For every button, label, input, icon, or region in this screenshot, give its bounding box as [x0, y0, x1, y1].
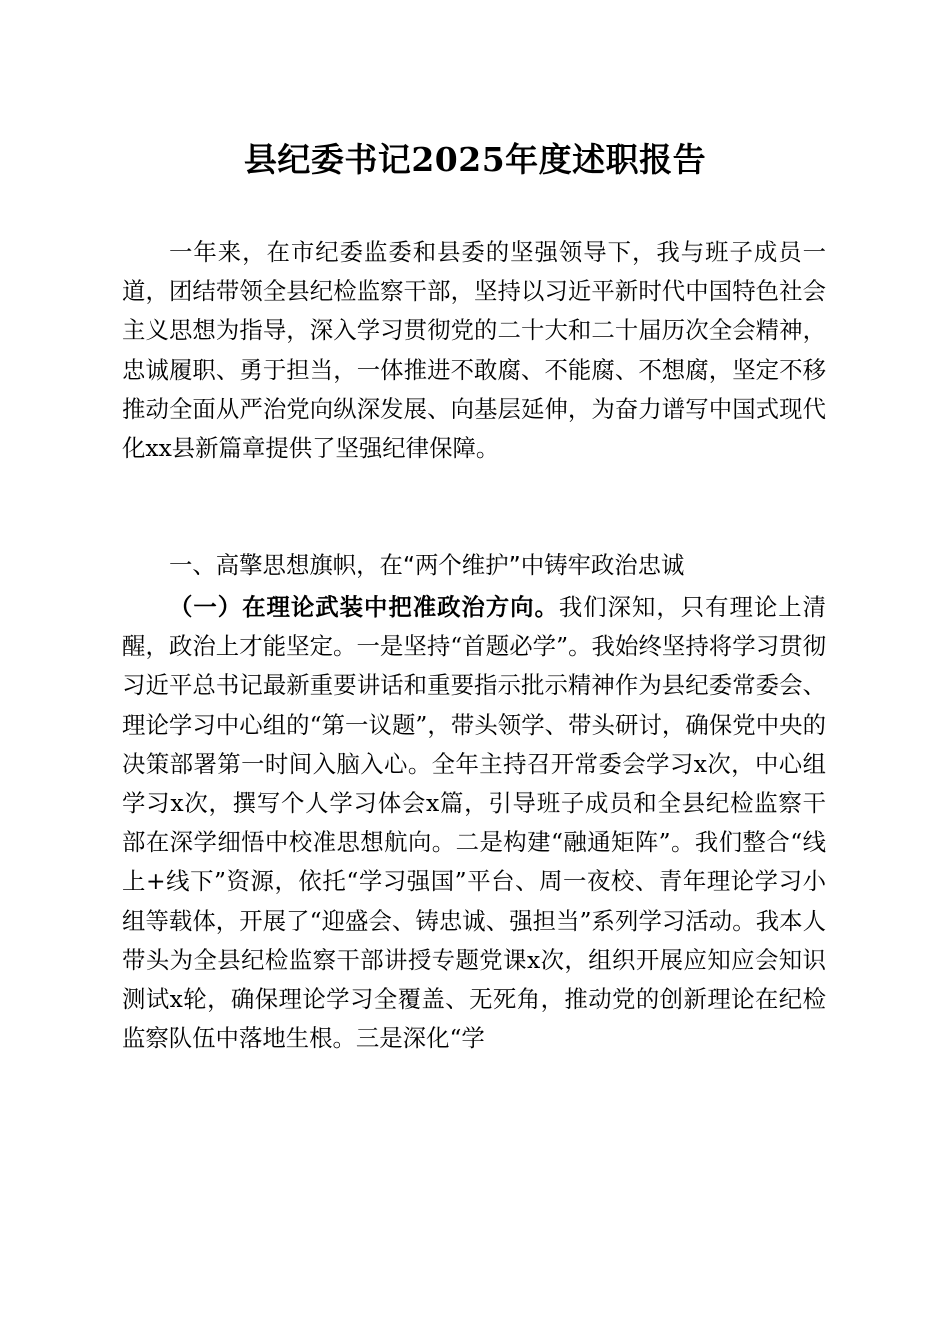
subsection-lead: （一）在理论武装中把准政治方向。 — [169, 593, 559, 621]
subsection-body: 我们深知，只有理论上清醒，政治上才能坚定。一是坚持“首题必学”。我始终坚持将学习贯彻习近平总书记最新重要讲话和重要指示批示精神作为县纪委常委会、理论学习中心组的“第一议题”，带头领学、带头研讨，确保党中央的决策部署第一时间入脑入心。全年主持召开常委会学习x次，中心组学习x次，撰写个人学习体会x篇，引导班子成员和全县纪检监察干部在深学细悟中校准思想航向。二是构建“融通矩阵”。我们整合“线上+线下”资源，依托“学习强国”平台、周一夜校、青年理论学习小组等载体，开展了“迎盛会、铸忠诚、强担当”系列学习活动。我本人带头为全县纪检监察干部讲授专题党课x次，组织开展应知应会知识测试x轮，确保理论学习全覆盖、无死角，推动党的创新理论在纪检监察队伍中落地生根。三是深化“学 — [122, 593, 827, 1053]
section-heading: 一、高擎思想旗帜，在“两个维护”中铸牢政治忠诚 — [169, 551, 685, 579]
document-title: 县纪委书记2025年度述职报告 — [243, 140, 707, 179]
intro-paragraph: 一年来，在市纪委监委和县委的坚强领导下，我与班子成员一道，团结带领全县纪检监察干部，坚持以习近平新时代中国特色社会主义思想为指导，深入学习贯彻党的二十大和二十届历次全会精神，忠诚履职、勇于担当，一体推进不敢腐、不能腐、不想腐，坚定不移推动全面从严治党向纵深发展、向基层延伸，为奋力谱写中国式现代化xx县新篇章提供了坚强纪律保障。 — [122, 238, 826, 463]
subsection-paragraph — [122, 588, 826, 1058]
